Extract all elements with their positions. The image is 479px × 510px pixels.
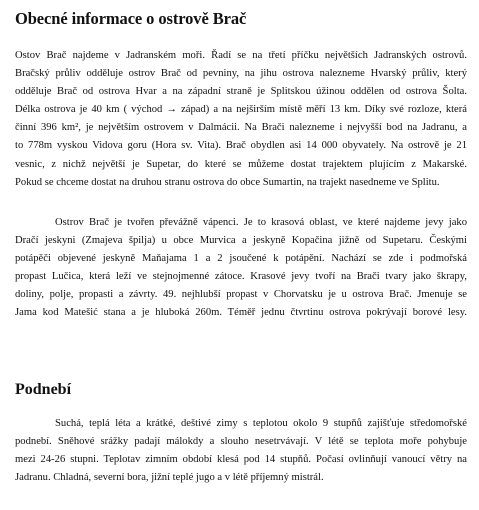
paragraph-line: Bračský průliv odděluje ostrov Brač od pevniny, na jihu ostrova nalezneme Hvarský průliv, který <box>15 68 467 80</box>
paragraph-line: Pokud se chceme dostat na druhou stranu ostrova do obce Sumartin, na trajekt nasedneme ve Splitu. <box>15 176 440 188</box>
paragraph-line: Délka ostrova je 40 km ( východ → západ) a na nejširším místě měří 13 km. Díky své rozloze, která <box>15 104 467 116</box>
paragraph-karst <box>15 214 467 323</box>
paragraph-climate <box>15 415 467 487</box>
paragraph-line: Jama kod Matešić stana a je hluboká 260m. Téměř jednu čtvrtinu ostrova pokrývají borové lesy. <box>15 307 467 319</box>
paragraph-line: mezi 24-26 stupni. Teplotav zimním období klesá pod 14 stupňů. Počasí ovlinňují vanoucí větry na <box>15 454 467 466</box>
paragraph-line: to 778m vyskou Vidova goru (Hora sv. Vita). Brač obydlen asi 14 000 obyvately. Na ostrově je 21 <box>15 140 467 152</box>
section-heading-general-info: Obecné informace o ostrově Brač <box>15 9 247 28</box>
paragraph-line: činní 396 km², je největším ostrovem v Dalmácii. Na Brači nalezneme i nejvyšší bod na Jadranu, a <box>15 122 467 134</box>
paragraph-line: vesnic, z nichž největší je Supetar, do které se můžeme dostat trajektem plujícím z Makarské. <box>15 158 467 170</box>
paragraph-line: Ostrov Brač je tvořen převážně vápenci. Je to krasová oblast, ve které najdeme jevy jako <box>55 217 467 228</box>
paragraph-location <box>15 47 467 192</box>
paragraph-line: Jadranu. Chladná, severní bora, jižní teplé jugo a v létě příjemný mistrál. <box>15 472 324 484</box>
paragraph-line: podnebí. Sněhové srážky padají málokdy a slouho nesetrvávají. V létě se teplota moře pohybuje <box>15 436 467 448</box>
paragraph-line: propast Lučica, která leží ve stejnojmenné zátoce. Krasové jevy tvoří na Brači tvary jako škrapy, <box>15 271 467 283</box>
paragraph-line: potápěči objevené jeskyně Maňajama 1 a 2 jsoučené k potápění. Nachází se zde i podmořská <box>15 253 467 265</box>
paragraph-line: odděluje Brač od ostrova Hvar a na západní straně je Splitskou úžinou oddělen od ostrova Šolta. <box>15 86 467 98</box>
paragraph-line: doliny, polje, propasti a závrty. 49. nejhlubší propast v Chorvatsku je u ostrova Brač. Jmenuje se <box>15 289 467 301</box>
paragraph-line: Suchá, teplá léta a krátké, deštivé zimy s teplotou okolo 9 stupňů zajišťuje středomořské <box>55 418 467 429</box>
paragraph-line: Dračí jeskyni (Zmajeva špilja) u obce Murvica a jeskyně Kopačina jižně od Supetaru. Českými <box>15 235 467 247</box>
section-heading-climate: Podnebí <box>15 381 72 398</box>
paragraph-line: Ostov Brač najdeme v Jadranském moři. Řadí se na třetí příčku největších Jadranských ostrovů. <box>15 50 467 61</box>
